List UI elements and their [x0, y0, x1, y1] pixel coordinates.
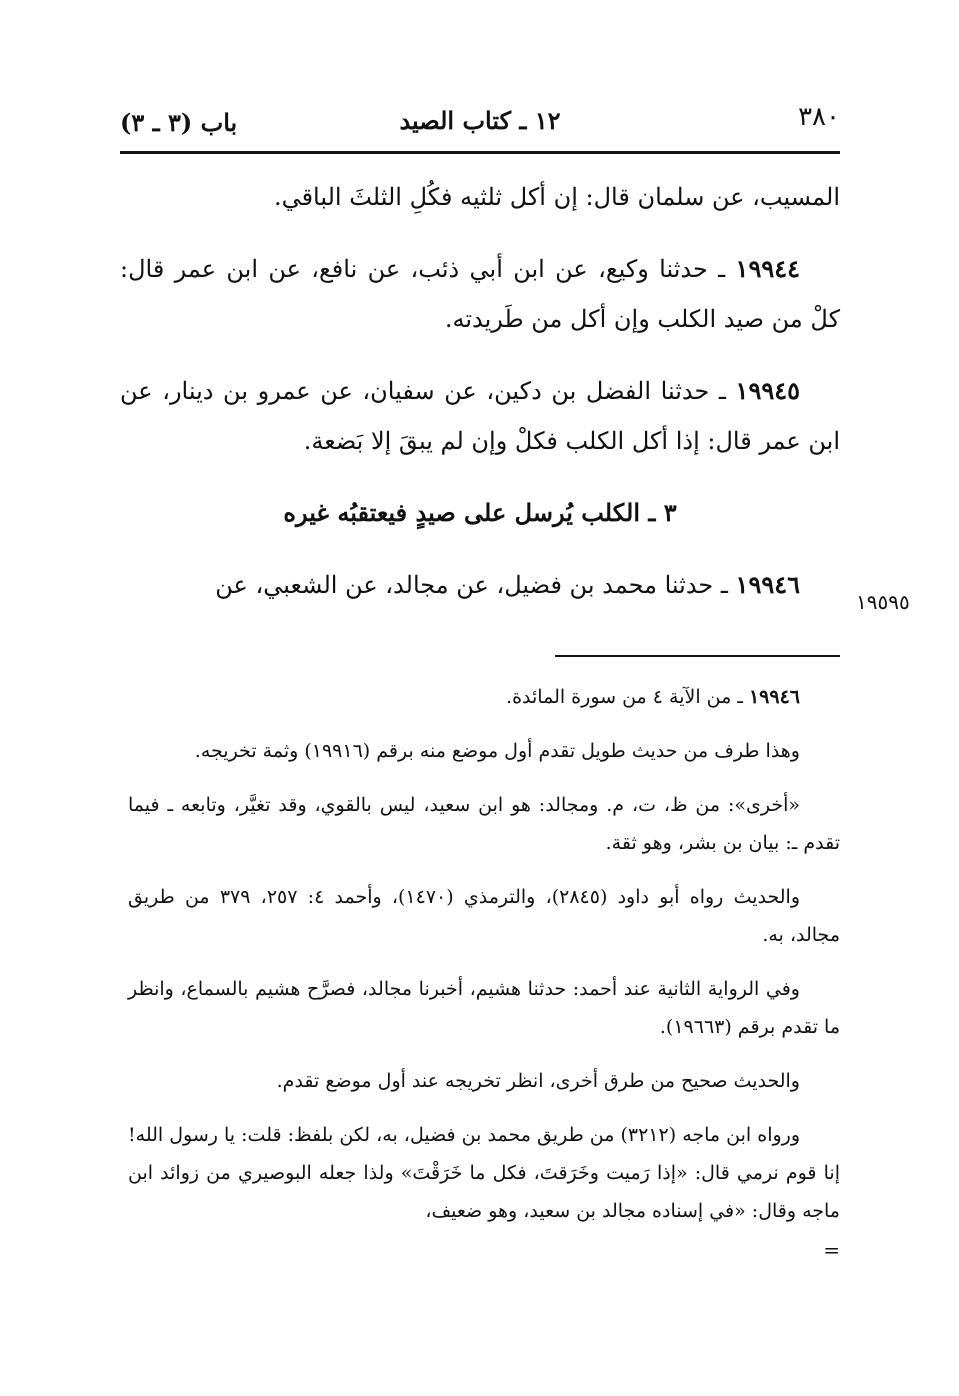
hadith-number: ١٩٩٤٦ [735, 570, 800, 599]
footnote-number: ١٩٩٤٦ [748, 686, 800, 708]
page-header [120, 100, 840, 150]
header-rule [120, 151, 840, 154]
footnote-3: «أخرى»: من ظ، ت، م. ومجالد: هو ابن سعيد، ليس بالقوي، وقد تغيَّر، وتابعه ـ فيما تقدم ـ: بيان بن بشر، وهو ثقة. [128, 794, 840, 854]
continuation-mark: = [823, 1238, 840, 1262]
section-heading: ٣ ـ الكلب يُرسل على صيدٍ فيعتقبُه غيره [283, 498, 677, 527]
footnote-2: وهذا طرف من حديث طويل تقدم أول موضع منه برقم (١٩٩١٦) وثمة تخريجه. [194, 740, 800, 762]
footnote-7: ورواه ابن ماجه (٣٢١٢) من طريق محمد بن فضيل، به، لكن بلفظ: قلت: يا رسول الله! إنا قوم نرمي قال: «إذا رَميت وخَرَقتَ، فكل ما خَرَقْتَ» ولذا جعله البوصيري من زوائد ابن ماجه وقال: «في إسناده مجالد بن سعيد، وهو ضعيف، [128, 1124, 840, 1222]
footnote-5: وفي الرواية الثانية عند أحمد: حدثنا هشيم، أخبرنا مجالد، فصرَّح هشيم بالسماع، وانظر ما تقدم برقم (١٩٦٦٣). [128, 978, 840, 1038]
page-number: ٣٨٠ [798, 102, 840, 132]
paragraph-continuation [120, 172, 840, 222]
footnote-text: ـ من الآية ٤ من سورة المائدة. [506, 686, 749, 708]
hadith-text: ـ حدثنا محمد بن فضيل، عن مجالد، عن الشعبي، عن [215, 571, 736, 599]
footnote-6: والحديث صحيح من طرق أخرى، انظر تخريجه عند أول موضع تقدم. [276, 1070, 800, 1092]
paragraph-text: المسيب، عن سلمان قال: إن أكل ثلثيه فكُلِ الثلثَ الباقي. [273, 183, 840, 211]
footnote-4: والحديث رواه أبو داود (٢٨٤٥)، والترمذي (١٤٧٠)، وأحمد ٤: ٢٥٧، ٣٧٩ من طريق مجالد، به. [128, 886, 840, 946]
hadith-number: ١٩٩٤٤ [735, 254, 800, 283]
hadith-text: ـ حدثنا الفضل بن دكين، عن سفيان، عن عمرو بن دينار، عن ابن عمر قال: إذا أكل الكلب فكلْ وإن لم يبقَ إلا بَضعة. [120, 377, 840, 455]
margin-reference-number: ١٩٥٩٥ [856, 590, 910, 614]
hadith-19944 [120, 244, 840, 344]
main-text [120, 172, 840, 632]
footnote-1 [128, 678, 840, 716]
hadith-19945 [120, 366, 840, 466]
chapter-label: باب (٣ ـ ٣) [120, 108, 238, 137]
hadith-text: ـ حدثنا وكيع، عن ابن أبي ذئب، عن نافع، عن ابن عمر قال: كلْ من صيد الكلب وإن أكل من طَريدته. [120, 255, 840, 333]
hadith-19946 [120, 560, 840, 610]
footnotes [128, 678, 840, 1262]
footnote-separator [555, 655, 840, 657]
book-title: ١٢ ـ كتاب الصيد [399, 106, 561, 135]
hadith-number: ١٩٩٤٥ [735, 376, 800, 405]
